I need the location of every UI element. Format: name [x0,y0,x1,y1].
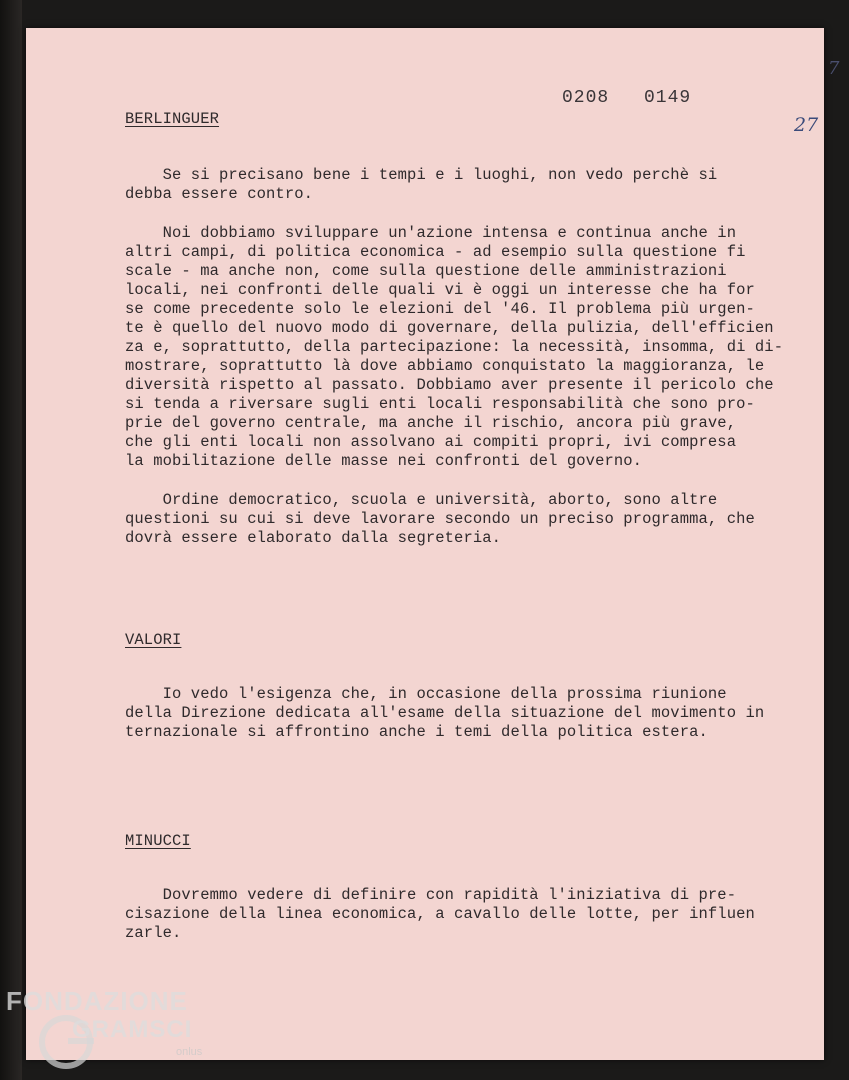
speaker-heading-minucci: MINUCCI [125,832,191,850]
paragraph-line: locali, nei confronti delle quali vi è oggi un interesse che ha for [125,281,755,299]
paragraph-line: questioni su cui si deve lavorare secondo un preciso programma, che [125,510,755,528]
paragraph-line: si tenda a riversare sugli enti locali responsabilità che sono pro- [125,395,755,413]
paragraph-line: Noi dobbiamo sviluppare un'azione intensa e continua anche in [125,224,737,242]
archive-code-right: 0149 [644,88,692,108]
speaker-heading-valori: VALORI [125,631,182,649]
handwritten-corner-mark: 7 [828,58,840,79]
scan-edge [0,0,22,1080]
paragraph-line: la mobilitazione delle masse nei confronti del governo. [125,452,643,470]
document-page [26,28,840,1060]
paragraph-line: te è quello del nuovo modo di governare, della pulizia, dell'efficien [125,319,774,337]
watermark-line2: GRAMSCI [72,1016,193,1043]
archive-code-left: 0208 [562,88,610,108]
paragraph-line: debba essere contro. [125,185,314,203]
watermark-line1: FONDAZIONE [6,986,188,1016]
paragraph-line: dovrà essere elaborato dalla segreteria. [125,529,502,547]
speaker-heading-berlinguer: BERLINGUER [125,110,220,128]
fondazione-gramsci-watermark [2,986,217,1076]
paragraph-line: scale - ma anche non, come sulla questione delle amministrazioni [125,262,727,280]
paragraph-line: Dovremmo vedere di definire con rapidità l'iniziativa di pre- [125,886,737,904]
paragraph-line: ternazionale si affrontino anche i temi della politica estera. [125,723,708,741]
paragraph-line: della Direzione dedicata all'esame della situazione del movimento in [125,704,765,722]
paragraph-line: mostrare, soprattutto là dove abbiamo conquistato la maggioranza, le [125,357,765,375]
paragraph-line: altri campi, di politica economica - ad esempio sulla questione fi [125,243,746,261]
paragraph-line: se come precedente solo le elezioni del '46. Il problema più urgen- [125,300,755,318]
paragraph-line: che gli enti locali non assolvano ai compiti propri, ivi compresa [125,433,737,451]
paragraph-line: zarle. [125,924,182,942]
handwritten-page-number: 27 [794,114,819,136]
paragraph-line: prie del governo centrale, ma anche il rischio, ancora più grave, [125,414,737,432]
watermark-suffix: onlus [176,1046,203,1058]
paragraph-line: Se si precisano bene i tempi e i luoghi, non vedo perchè si [125,166,718,184]
paragraph-line: za e, soprattutto, della partecipazione: la necessità, insomma, di di- [125,338,784,356]
paragraph-line: cisazione della linea economica, a cavallo delle lotte, per influen [125,905,755,923]
paragraph-line: Io vedo l'esigenza che, in occasione della prossima riunione [125,685,727,703]
paragraph-line: Ordine democratico, scuola e università, aborto, sono altre [125,491,718,509]
paragraph-line: diversità rispetto al passato. Dobbiamo aver presente il pericolo che [125,376,774,394]
